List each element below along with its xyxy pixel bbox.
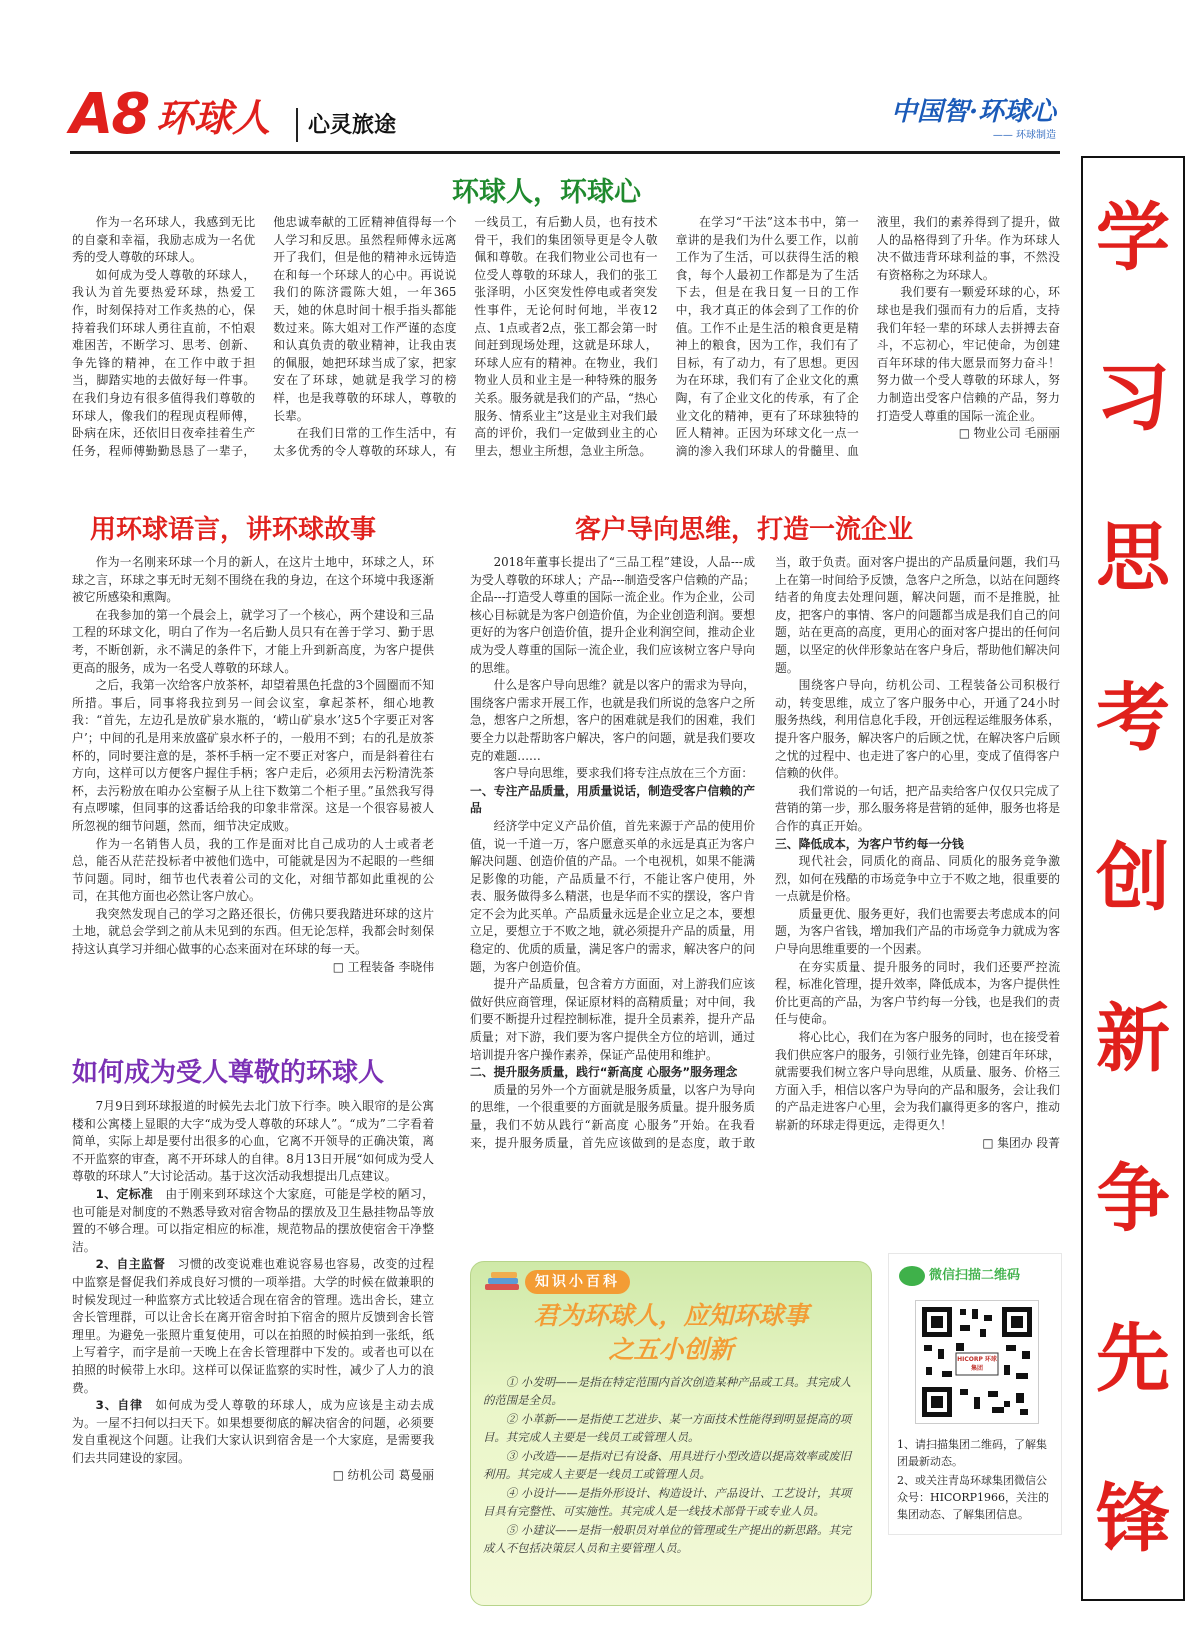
paragraph — [72, 1256, 434, 1397]
wechat-qr-box — [888, 1253, 1062, 1535]
paragraph: 在夯实质量、提升服务的同时，我们还要严控流程，标准化管理，提升效率，降低成本，为客户提供性价比更高的产品，为客户节约每一分钱，也是我们的责任与使命。 — [775, 959, 1060, 1027]
section-name: 心灵旅途 — [308, 112, 397, 138]
paragraph: 作为一名环球人，我感到无比的自豪和幸福，我励志成为一名优秀的受人尊敬的环球人。 — [72, 215, 256, 265]
banner-char: 新 — [1096, 995, 1170, 1082]
knowledge-list — [483, 1374, 859, 1559]
subheading: 三、降低成本，为客户节约每一分钱 — [775, 836, 964, 851]
paragraph: 经济学中定义产品价值，首先来源于产品的使用价值，说一千道一万，客户愿意买单的永远是真正为客户解决问题、创造价值的产品。一个电视机，如果不能满足影像的功能，产品质量不行，不能让客户使用，外表、服务做得多么精湛，也是华而不实的摆设，客户肯定不会为此买单。产品质量永远是企业立足之本，要想立足，要想立于不败之地，就必须提升产品的质量，用稳定的、优质的质量，满足客户的需求，解决客户的问题，为客户创造价值。 — [470, 818, 755, 974]
vertical-slogan-banner — [1081, 156, 1185, 1601]
paper-name: 环球人 — [156, 95, 271, 140]
author-signature: □ 集团办 段菁 — [775, 1135, 1060, 1153]
books-icon — [485, 1270, 519, 1294]
slogan: 中国智·环球心 — [890, 97, 1056, 127]
paragraph: 作为一名刚来环球一个月的新人，在这片土地中，环球之人，环球之言，环球之事无时无刻不围绕在我的身边，在这个环境中我逐渐被它所感染和熏陶。 — [72, 555, 434, 605]
knowledge-subtitle: 之五小创新 — [608, 1335, 734, 1364]
paragraph: 2018年董事长提出了“三品工程”建设，人品---成为受人尊敬的环球人；产品---制造受客户信赖的产品；企品---打造受人尊重的国际一流企业。作为企业，公司核心目标就是为客户创造价值，为企业创造利润。要想更好的为客户创造价值，提升企业利润空间，推动企业成为受人尊重的国际一流企业，我们应该树立客户导向的思维。 — [470, 555, 755, 675]
paragraph — [72, 1186, 434, 1256]
page-number: A8 — [70, 82, 149, 147]
banner-char: 争 — [1096, 1155, 1170, 1242]
paragraph: 质量的另外一个方面就是服务质量，以客户为导向的思维，一个很重要的方面就是服务质量。提升服务质量，我们不妨从践行“新高度 心服务”开始。在我看来，提升服务质量，首先应该做到的是态度，敢于敢当，敢于负责。面对客户提出的产品质量问题，我们马上在第一时间给予反馈，急客户之所急，以站在问题终结者的角度去处理问题，解决问题，而不是推脱，扯皮，把客户的事情、客户的问题都当成是我们自己的问题，站在更高的高度，更用心的面对客户提出的任何问题，以坚定的伙伴形象站在客户身后，帮助他们解决问题。 — [470, 555, 1060, 1150]
banner-char: 先 — [1096, 1315, 1170, 1402]
wechat-icon — [899, 1266, 925, 1286]
article2-body — [72, 554, 434, 1050]
article4-body — [72, 1098, 434, 1604]
list-item: ⑤ 小建议——是指一般职员对单位的管理或生产提出的新思路。其完成人不包括决策层人员和主要管理人员。 — [483, 1523, 852, 1555]
paragraph: 如何成为受人尊敬的环球人，我认为首先要热爱环球，热爱工作，时刻保持对工作炙热的心，保持着我们环球人勇往直前，不怕艰难困苦，不断学习、思考、创新、争先锋的精神，在工作中敢于担当，脚踏实地的去做好每一件事。在我们身边有很多值得我们尊敬的环球人，像我们的程现贞程师傅，卧病在床，还依旧日夜牵挂着生产任务，程师傅勤勤恳恳了一辈子，他忠诚奉献的工匠精神值得每一个人学习和反思。虽然程师傅永远离开了我们，但是他的精神永远铸造在和每一个环球人的心中。再说说我们的陈济霞陈大姐，一年365天，她的休息时间十根手指头都能数过来。陈大姐对工作严谨的态度和认真负责的敬业精神，让我由衷的佩服，她把环球当成了家，把家安在了环球，她就是我学习的榜样，也是我尊敬的环球人，尊敬的长辈。 — [72, 215, 457, 458]
knowledge-tag: 知识小百科 — [525, 1270, 630, 1294]
wechat-scan-badge: 微信扫描二维码 — [929, 1268, 1021, 1283]
paragraph — [72, 1397, 434, 1467]
article2-title: 用环球语言，讲环球故事 — [90, 515, 377, 545]
paragraph: 我突然发现自己的学习之路还很长，仿佛只要我踏进环球的这片土地，就总会学到之前从未见到的东西。但无论怎样，我都会时刻保持这认真学习并细心做事的心态来面对在环球的每一天。 — [72, 906, 434, 957]
author-signature: □ 物业公司 毛丽丽 — [877, 425, 1060, 443]
header-rule — [70, 151, 1060, 154]
article1-title: 环球人，环球心 — [452, 177, 641, 208]
article1-body — [72, 214, 1060, 514]
paragraph: 现代社会，同质化的商品、同质化的服务竞争激烈，如何在残酷的市场竞争中立于不败之地，很重要的一点就是价格。 — [775, 854, 1060, 904]
list-item: ② 小革新——是指使工艺进步、某一方面技术性能得到明显提高的项目。其完成人主要是一线员工或管理人员。 — [483, 1412, 852, 1444]
subheading: 二、提升服务质量，践行“新高度 心服务”服务理念 — [470, 1065, 738, 1080]
paragraph: 之后，我第一次给客户放茶杯，却望着黑色托盘的3个圆圈而不知所措。事后，同事将我拉到另一间会议室，拿起茶杯，细心地教我：“首先，左边孔是放矿泉水瓶的，‘崂山矿泉水’这5个字要正对客户’；中间的孔是用来放盛矿泉水杯子的，一般用不到；右的孔是放茶杯的，同时要注意的是，茶杯手柄一定不要正对客户，而是斜着往右方向，这样可以方便客户握住手柄；客户走后，必须用去污粉清洗茶杯，去污粉放在咱办公室橱子从上往下数第二个柜子里。”虽然我写得有点啰嗦，但同事的这番话给我的印象非常深。这是一个很容易被人所忽视的细节问题，然而，细节决定成败。 — [72, 678, 434, 833]
banner-char: 习 — [1096, 355, 1170, 442]
paragraph: 作为一名销售人员，我的工作是面对比自己成功的人士或者老总，能否从茫茫投标者中被他们选中，可能就是因为不起眼的一些细节问题。同时，细节也代表着公司的文化，对细节都如此重视的公司，在其他方面也必然让客户放心。 — [72, 836, 434, 904]
paragraph-text: 如何成为受人尊敬的环球人，成为应该是主动去成为。一屋不扫何以扫天下。如果想要彻底的解决宿舍的问题，必须要发自重视这个问题。让我们大家认识到宿舍是一个大家庭，是需要我们去共同建设的家园。 — [72, 1398, 434, 1465]
author-signature: □ 工程装备 李晓伟 — [72, 959, 434, 977]
paragraph: 质量更优、服务更好，我们也需要去考虑成本的问题，为客户省钱，增加我们产品的市场竞争力就成为客户导向思维重要的一个因素。 — [775, 906, 1060, 957]
header-divider — [296, 108, 298, 142]
banner-char: 学 — [1096, 195, 1170, 282]
lead-label: 2、自主监督 — [95, 1257, 166, 1272]
qr-note: 2、或关注青岛环球集团微信公众号：HICORP1966，关注的集团动态、了解集团信息。 — [897, 1474, 1050, 1521]
paragraph: 围绕客户导向，纺机公司、工程装备公司积极行动，转变思维，成立了客户服务中心，开通了24小时服务热线，利用信息化手段，开创远程运维服务体系，提升客户服务，解决客户的后顾之忧，在解决客户后顾之忧的过程中、也走进了客户的心里，变成了值得客户信赖的伙伴。 — [775, 678, 1060, 781]
paragraph: 客户导向思维，要求我们将专注点放在三个方面： — [493, 766, 754, 781]
subheading: 一、专注产品质量，用质量说话，制造受客户信赖的产品 — [470, 783, 755, 816]
article4-title: 如何成为受人尊敬的环球人 — [72, 1058, 385, 1088]
paragraph-text: 由于刚来到环球这个大家庭，可能是学校的陋习，也可能是对制度的不熟悉导致对宿舍物品的摆放及卫生悬挂物品等放置的不够合理。可以指定相应的标准，规范物品的摆放使宿舍干净整洁。 — [72, 1186, 434, 1254]
paragraph: 将心比心，我们在为客户服务的同时，也在接受着我们供应客户的服务，引领行业先锋，创建百年环球，就需要我们树立客户导向思维，从质量、服务、价格三方面入手，相信以客户为导向的产品和服务，会让我们的产品走进客户心里，会为我们赢得更多的客户，推动崭新的环球走得更远，走得更久！ — [775, 1030, 1060, 1132]
paragraph: 在学习“干法”这本书中，第一章讲的是我们为什么要工作，以前工作为了生活，可以获得生活的粮食，每个人最初工作都是为了生活下去，但是在我日复一日的工作中，我才真正的体会到了工作的价值。工作不止是生活的粮食更是精神上的粮食，因为工作，我们有了目标，有了动力，有了思想。更因为在环球，我们有了企业文化的熏陶，有了企业文化的传承，有了企业文化的精神，更有了环球独特的匠人精神。正因为环球文化一点一滴的渗入我们环球人的骨髓里、血液里，我们的素养得到了提升，做人的品格得到了升华。作为环球人决不做违背环球利益的事，不然没有资格称之为环球人。 — [675, 215, 1060, 458]
list-item: ① 小发明——是指在特定范围内首次创造某种产品或工具。其完成人的范围是全员。 — [483, 1375, 852, 1407]
qr-code[interactable] — [915, 1300, 1039, 1424]
paragraph: 我们常说的一句话，把产品卖给客户仅仅只完成了营销的第一步，那么服务将是营销的延伸，服务也将是合作的真正开始。 — [775, 783, 1060, 833]
article3-body — [470, 554, 1060, 1251]
banner-char: 考 — [1096, 675, 1170, 762]
page-header — [70, 82, 1060, 152]
banner-char: 锋 — [1096, 1475, 1170, 1562]
company-logo: HICORP 环球集团 — [957, 1356, 997, 1372]
paragraph: 在我参加的第一个晨会上，就学习了一个核心，两个建设和三品工程的环球文化，明白了作为一名后勤人员只有在善于学习、勤于思考，不断创新，永不满足的条件下，才能上升到新高度，为客户提供更高的服务，成为一名受人尊敬的环球人。 — [72, 607, 434, 675]
paragraph: 7月9日到环球报道的时候先去北门放下行李。映入眼帘的是公寓楼和公寓楼上显眼的大字“成为受人尊敬的环球人”。“成为”二字看着简单，实际上却是要付出很多的心血，它离不开领导的正确决策，离不开监察的审查，离不开环球人的自律。8月13日开展“如何成为受人尊敬的环球人”大讨论活动。基于这次活动我想提出几点建议。 — [72, 1099, 434, 1184]
knowledge-title: 君为环球人，应知环球事 — [533, 1301, 809, 1330]
qr-note: 1、请扫描集团二维码，了解集团最新动态。 — [897, 1438, 1047, 1468]
paragraph: 什么是客户导向思维？就是以客户的需求为导向，围绕客户需求开展工作，也就是我们所说的急客户之所急，想客户之所想，客户的困难就是我们的困难，我们要全力以赴帮助客户解决，客户的问题，就是我们要攻克的难题…… — [470, 678, 755, 763]
article3-title: 客户导向思维，打造一流企业 — [575, 515, 914, 545]
author-signature: □ 纺机公司 葛曼丽 — [72, 1467, 434, 1485]
paragraph-text: 习惯的改变说难也难说容易也容易，改变的过程中监察是督促我们养成良好习惯的一项举措。大学的时候在做兼职的时候发现过一种监察方式比较适合现在宿舍的管理。选出舍长，建立舍长管理群，可以让舍长在离开宿舍时拍下宿舍的照片反馈到舍长管理里。为避免一张照片重复使用，可以在拍照的时候拍到一张纸，纸上写着字，而字是前一天晚上在舍长管理群中下发的。或者也可以在拍照的时候带上水印。这样可以保证监察的实时性，减少了人力的浪费。 — [72, 1257, 434, 1395]
banner-char: 创 — [1096, 835, 1170, 922]
lead-label: 3、自律 — [95, 1398, 143, 1413]
paragraph: 在我们日常的工作生活中，有太多优秀的令人尊敬的环球人，有一线员工，有后勤人员，也有技术骨干，我们的集团领导更是令人敬佩和尊敬。在我们物业公司也有一位受人尊敬的环球人，我们的张工张泽明，小区突发性停电或者突发性事件，无论何时何地，半夜12点、1点或者2点，张工都会第一时间赶到现场处理，这就是环球人，环球人应有的精神。在物业，我们物业人员和业主是一种特殊的服务关系。服务就是我们的产品，“热心服务、情系业主”这是业主对我们最高的评价，我们一定做到业主的心里去，想业主所想，急业主所急。 — [273, 215, 658, 458]
banner-char: 思 — [1096, 515, 1170, 602]
slogan-sub: —— 环球制造 — [992, 130, 1056, 141]
list-item: ④ 小设计——是指外形设计、构造设计、产品设计、工艺设计，其项目具有完整性、可实施性。其完成人是一线技术部骨干或专业人员。 — [483, 1486, 852, 1518]
paragraph: 提升产品质量，包含着方方面面，对上游我们应该做好供应商管理，保证原材料的高精质量；对中间，我们要不断提升过程控制标准，提升全员素养，提升产品质量；对下游，我们要为客户提供全方位的培训，通过培训提升客户操作素养，保证产品使用和维护。 — [470, 977, 755, 1062]
list-item: ③ 小改造——是指对已有设备、用具进行小型改造以提高效率或废旧利用。其完成人主要是一线员工或管理人员。 — [483, 1449, 852, 1481]
paragraph: 我们要有一颗爱环球的心，环球也是我们强而有力的后盾，支持我们年轻一辈的环球人去拼搏去奋斗，不忘初心，牢记使命，为创建百年环球的伟大愿景而努力奋斗！努力做一个受人尊敬的环球人，努力制造出受客户信赖的产品，努力打造受人尊重的国际一流企业。 — [876, 285, 1060, 423]
lead-label: 1、定标准 — [95, 1186, 154, 1201]
knowledge-box — [470, 1261, 872, 1606]
